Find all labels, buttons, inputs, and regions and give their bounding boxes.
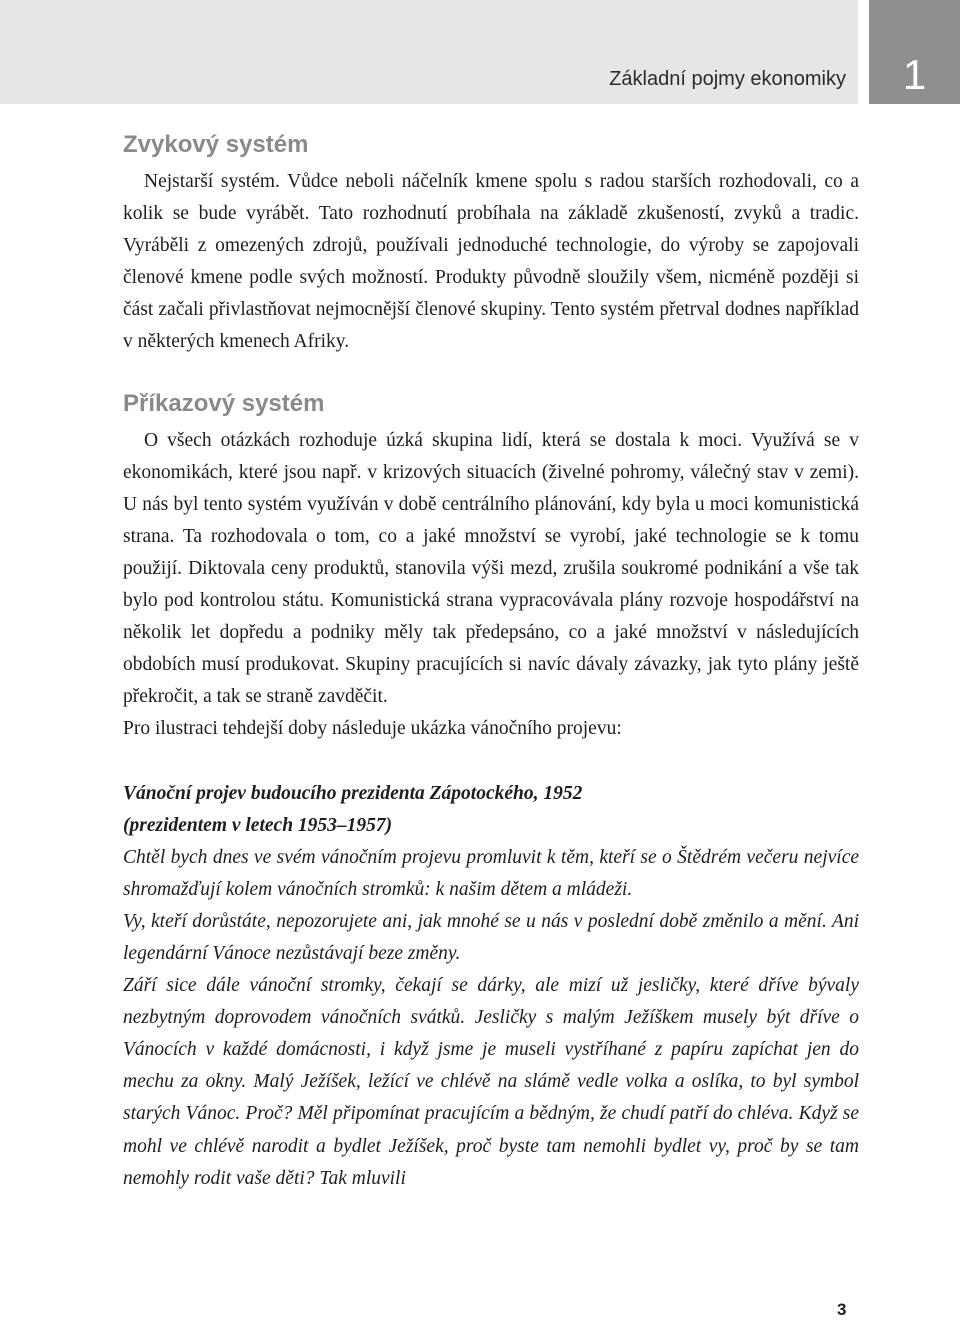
section-heading-prikazovy: Příkazový systém [123,389,325,417]
section-paragraph-zvykovy: Nejstarší systém. Vůdce neboli náčelník kmene spolu s radou starších rozhodovali, co a kolik se bude vyrábět. Tato rozhodnutí probíhala na základě zkušeností, zvyků a tradic. Vyráběli z omezených zdrojů, používali jednoduché technologie, do výroby se zapojovali členové kmene podle svých možností. Produkty původně sloužily všem, nicméně později si část začali přivlastňovat nejmocnější členové skupiny. Tento systém přetrval dodnes například v některých kmenech Afriky. [123,171,859,353]
section-paragraph-intro-quote: Pro ilustraci tehdejší doby následuje ukázka vánočního projevu: [123,718,622,740]
quote-block [123,778,859,1195]
page-content [123,128,859,1195]
section-heading-zvykovy: Zvykový systém [123,131,309,158]
chapter-number-tab: 1 [869,0,960,104]
quote-subtitle: (prezidentem v letech 1953–1957) [123,814,393,836]
quote-paragraph: Vy, kteří dorůstáte, nepozorujete ani, jak mnohé se u nás v poslední době změnilo a mění. Ani legendární Vánoce nezůstávají beze změny. [123,910,859,964]
quote-title: Vánoční projev budoucího prezidenta Zápotockého, 1952 [123,782,583,804]
quote-paragraph: Chtěl bych dnes ve svém vánočním projevu promluvit k těm, kteří se o Štědrém večeru nejvíce shromažďují kolem vánočních stromků: k našim dětem a mládeži. [123,846,859,900]
running-header-title: Základní pojmy ekonomiky [609,68,846,90]
page-number: 3 [837,1300,847,1319]
section-paragraph-prikazovy: O všech otázkách rozhoduje úzká skupina lidí, která se dostala k moci. Využívá se v ekonomikách, které jsou např. v krizových situacích (živelné pohromy, válečný stav v zemi). U nás byl tento systém využíván v době centrálního plánování, kdy byla u moci komunistická strana. Ta rozhodovala o tom, co a jaké množství se vyrobí, jaké technologie se k tomu použijí. Diktovala ceny produktů, stanovila výši mezd, zrušila soukromé podnikání a vše tak bylo pod kontrolou státu. Komunistická strana vypracovávala plány rozvoje hospodářství na několik let dopředu a podniky měly tak předepsáno, co a jaké množství v následujících obdobích musí produkovat. Skupiny pracujících si navíc dávaly závazky, jak tyto plány ještě překročit, a tak se straně zavděčit. [123,429,859,708]
quote-paragraph: Září sice dále vánoční stromky, čekají se dárky, ale mizí už jesličky, které dříve bývaly nezbytným doprovodem vánočních svátků. Jesličky s malým Ježíškem musely být dříve o Vánocích v každé domácnosti, i když jsme je museli vystříhané z papíru zapíchat jen do mechu za okny. Malý Ježíšek, ležící ve chlévě na slámě vedle volka a oslíka, to byl symbol starých Vánoc. Proč? Měl připomínat pracujícím a bědným, že chudí patří do chléva. Když se mohl ve chlévě narodit a bydlet Ježíšek, proč byste tam nemohli bydlet vy, proč by se tam nemohly rodit vaše děti? Tak mluvili [123,975,859,1189]
